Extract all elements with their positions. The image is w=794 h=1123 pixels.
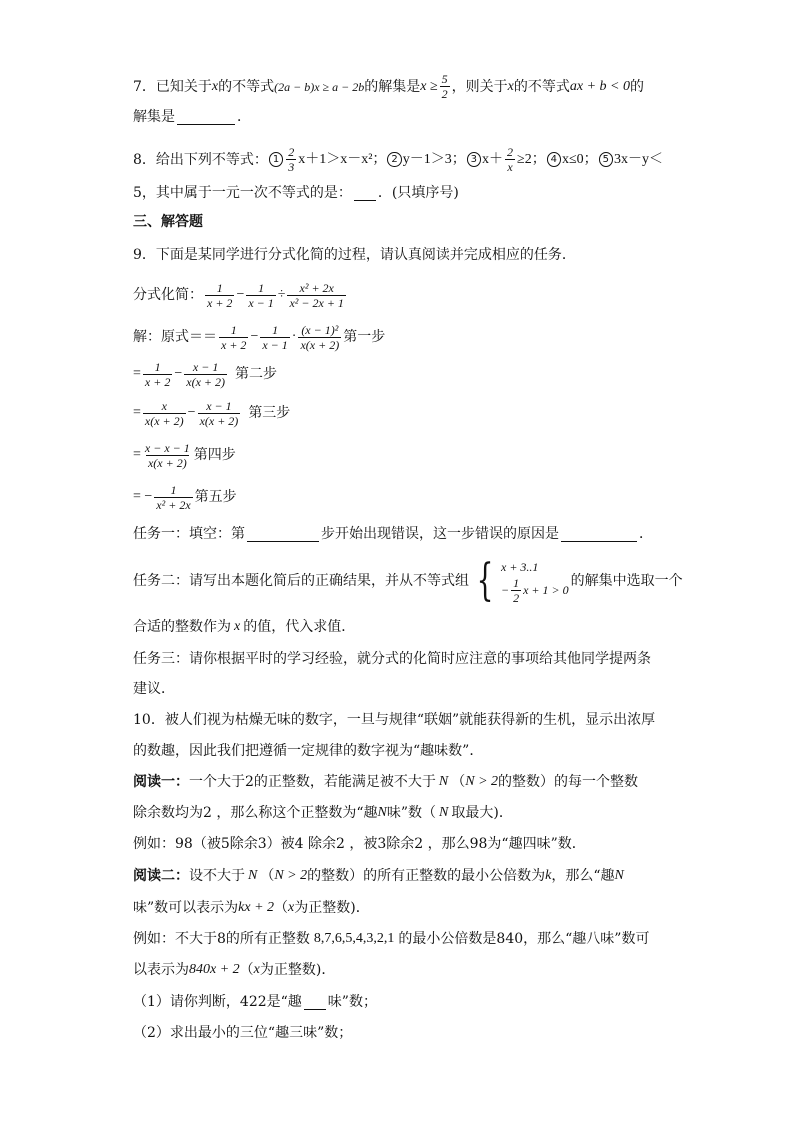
q9-step-3: = $\frac{x}{x(x + 2)}$ − $\frac{x - 1}{x(x + 2)}$ 第三步	[133, 398, 291, 428]
answer-blank[interactable]	[177, 110, 235, 125]
fraction-2-3: $\frac{2}{3}$	[288, 145, 295, 174]
reading-label: 阅读二：	[133, 868, 189, 884]
q10-example-1: 例如：98（被5除余3）被4 除余2 ，被3除余2 ，那么98为“趣四味”数．	[133, 836, 586, 852]
q9-step-2: = $\frac{1}{x + 2}$ − $\frac{x - 1}{x(x + 2)}$ 第二步	[133, 359, 277, 389]
q7-text: 解集是	[133, 109, 175, 125]
reading-label: 阅读一：	[133, 774, 189, 790]
math-inequality: ax + b < 0	[569, 78, 630, 94]
circled-number: 3	[467, 152, 481, 167]
inequality-2: y－1＞3；	[402, 151, 466, 167]
q9-step-4: = $\frac{x - x - 1}{x(x + 2)}$ 第四步	[133, 440, 236, 470]
answer-blank[interactable]	[304, 995, 326, 1010]
q9-expression: 分式化简： $\frac{1}{x + 2}$ − $\frac{1}{x - 1}$ ÷ $\frac{\text{x² + 2x}}{\text{x² − 2x + 1}}$	[133, 280, 344, 310]
q9-step-1: 解：原式＝＝ $\frac{1}{x + 2}$ − $\frac{1}{x - 1}$ · $\frac{\text{(x − 1)²}}{x(x + 2)}$ 第一步	[133, 322, 386, 352]
q7-line-2: 解集是 ．	[133, 109, 251, 125]
q7-line-1	[133, 72, 663, 101]
answer-blank[interactable]	[247, 527, 319, 542]
inequality-system: { x + 3..1 − $\frac{1}{2}$ x + 1 > 0	[476, 555, 569, 606]
answer-blank[interactable]	[561, 527, 637, 542]
math-var: x	[211, 78, 219, 94]
q8-text: 8．给出下列不等式：	[133, 151, 268, 168]
step-label: 第五步	[194, 489, 237, 505]
answer-blank[interactable]	[354, 186, 376, 201]
q7-text: 7．已知关于	[133, 78, 212, 95]
math-expr: x ≥	[420, 78, 438, 94]
q10-reading-1-cont: 除余数均为2 ，那么称这个正整数为“趣 N 味”数（ N 取最大)．	[133, 805, 513, 821]
q9-step-5: = − $\frac{1}{\text{x² + 2x}}$ 第五步	[133, 482, 237, 512]
inequality-4: x≤0；	[562, 151, 598, 167]
q9-task-3: 任务三：请你根据平时的学习经验，就分式的化简时应注意的事项给其他同学提两条	[133, 651, 651, 667]
circled-number: 1	[269, 152, 283, 167]
q10-reading-2: 阅读二： 设不大于 N （ N > 2 的整数）的所有正整数的最小公倍数为 k ，那么“趣 N	[133, 868, 624, 884]
q9-task-2-cont: 合适的整数作为 x 的值，代入求值．	[133, 619, 356, 635]
q10-part-1: （1）请你判断，422是“趣 味”数；	[133, 994, 377, 1010]
q10-example-2-cont: 以表示为 840x + 2 （ x 为正整数)．	[133, 962, 336, 978]
q10-reading-2-cont: 味”数可以表示为 kx + 2 （ x 为正整数)．	[133, 900, 370, 916]
fraction-5-2: $\frac{5}{2}$	[441, 72, 448, 101]
q8-text: 5，其中属于一元一次不等式的是：	[133, 185, 352, 201]
q7-text: 的解集是	[364, 78, 421, 95]
q7-text: 的	[629, 78, 644, 95]
step-label: 第四步	[193, 447, 236, 463]
step-label: 第三步	[248, 405, 291, 421]
circled-number: 5	[599, 152, 613, 167]
inequality-5: 3x－y＜	[613, 151, 663, 167]
math-inequality: (2a − b)x ≥ a − 2b	[274, 79, 365, 94]
math-var: x	[507, 78, 514, 94]
step-label: 第二步	[235, 366, 277, 382]
section-header: 三、解答题	[133, 214, 203, 230]
circled-number: 2	[387, 152, 401, 167]
q9-task-2: 任务二：请写出本题化简后的正确结果，并从不等式组 { x + 3..1 − $\frac{1}{2}$ x + 1 > 0 的解集中选取一个	[133, 555, 683, 606]
q8-line-1: 8．给出下列不等式： 1 $\frac{2}{3}$ x＋1＞x－x²； 2 y－1＞3； 3 x＋ $\frac{2}{x}$ ≥2； 4 x≤0； 5 3x－y＜	[133, 145, 663, 174]
inequality-1: x＋1＞x－x²；	[298, 151, 387, 167]
q10-part-2: （2）求出最小的三位“趣三味”数；	[133, 1025, 353, 1041]
q7-text: ，则关于	[451, 78, 508, 95]
q7-text: 的不等式	[218, 78, 275, 95]
q8-line-2: 5，其中属于一元一次不等式的是： ．(只填序号)	[133, 185, 459, 201]
q10-line-1: 10．被人们视为枯燥无味的数字，一旦与规律“联姻”就能获得新的生机，显示出浓厚	[133, 712, 656, 728]
q7-text: 的不等式	[513, 78, 570, 95]
fraction-2-x: $\frac{2}{x}$	[507, 145, 514, 174]
q9-task-3-cont: 建议．	[133, 681, 175, 697]
circled-number: 4	[547, 152, 561, 167]
q9-intro: 9．下面是某同学进行分式化简的过程，请认真阅读并完成相应的任务．	[133, 247, 576, 263]
inequality-3: x＋	[482, 151, 504, 167]
q9-task-1: 任务一：填空：第 步开始出现错误，这一步错误的原因是 ．	[133, 526, 653, 542]
q10-reading-1: 阅读一： 一个大于2的正整数，若能满足被不大于 N （ N > 2 的整数）的每一个整数	[133, 774, 639, 790]
q10-example-2: 例如：不大于8的所有正整数 8,7,6,5,4,3,2,1 的最小公倍数是840，那么“趣八味”数可	[133, 931, 650, 947]
q10-line-2: 的数趣，因此我们把遵循一定规律的数字视为“趣味数”．	[133, 743, 484, 759]
step-label: 第一步	[343, 329, 386, 345]
